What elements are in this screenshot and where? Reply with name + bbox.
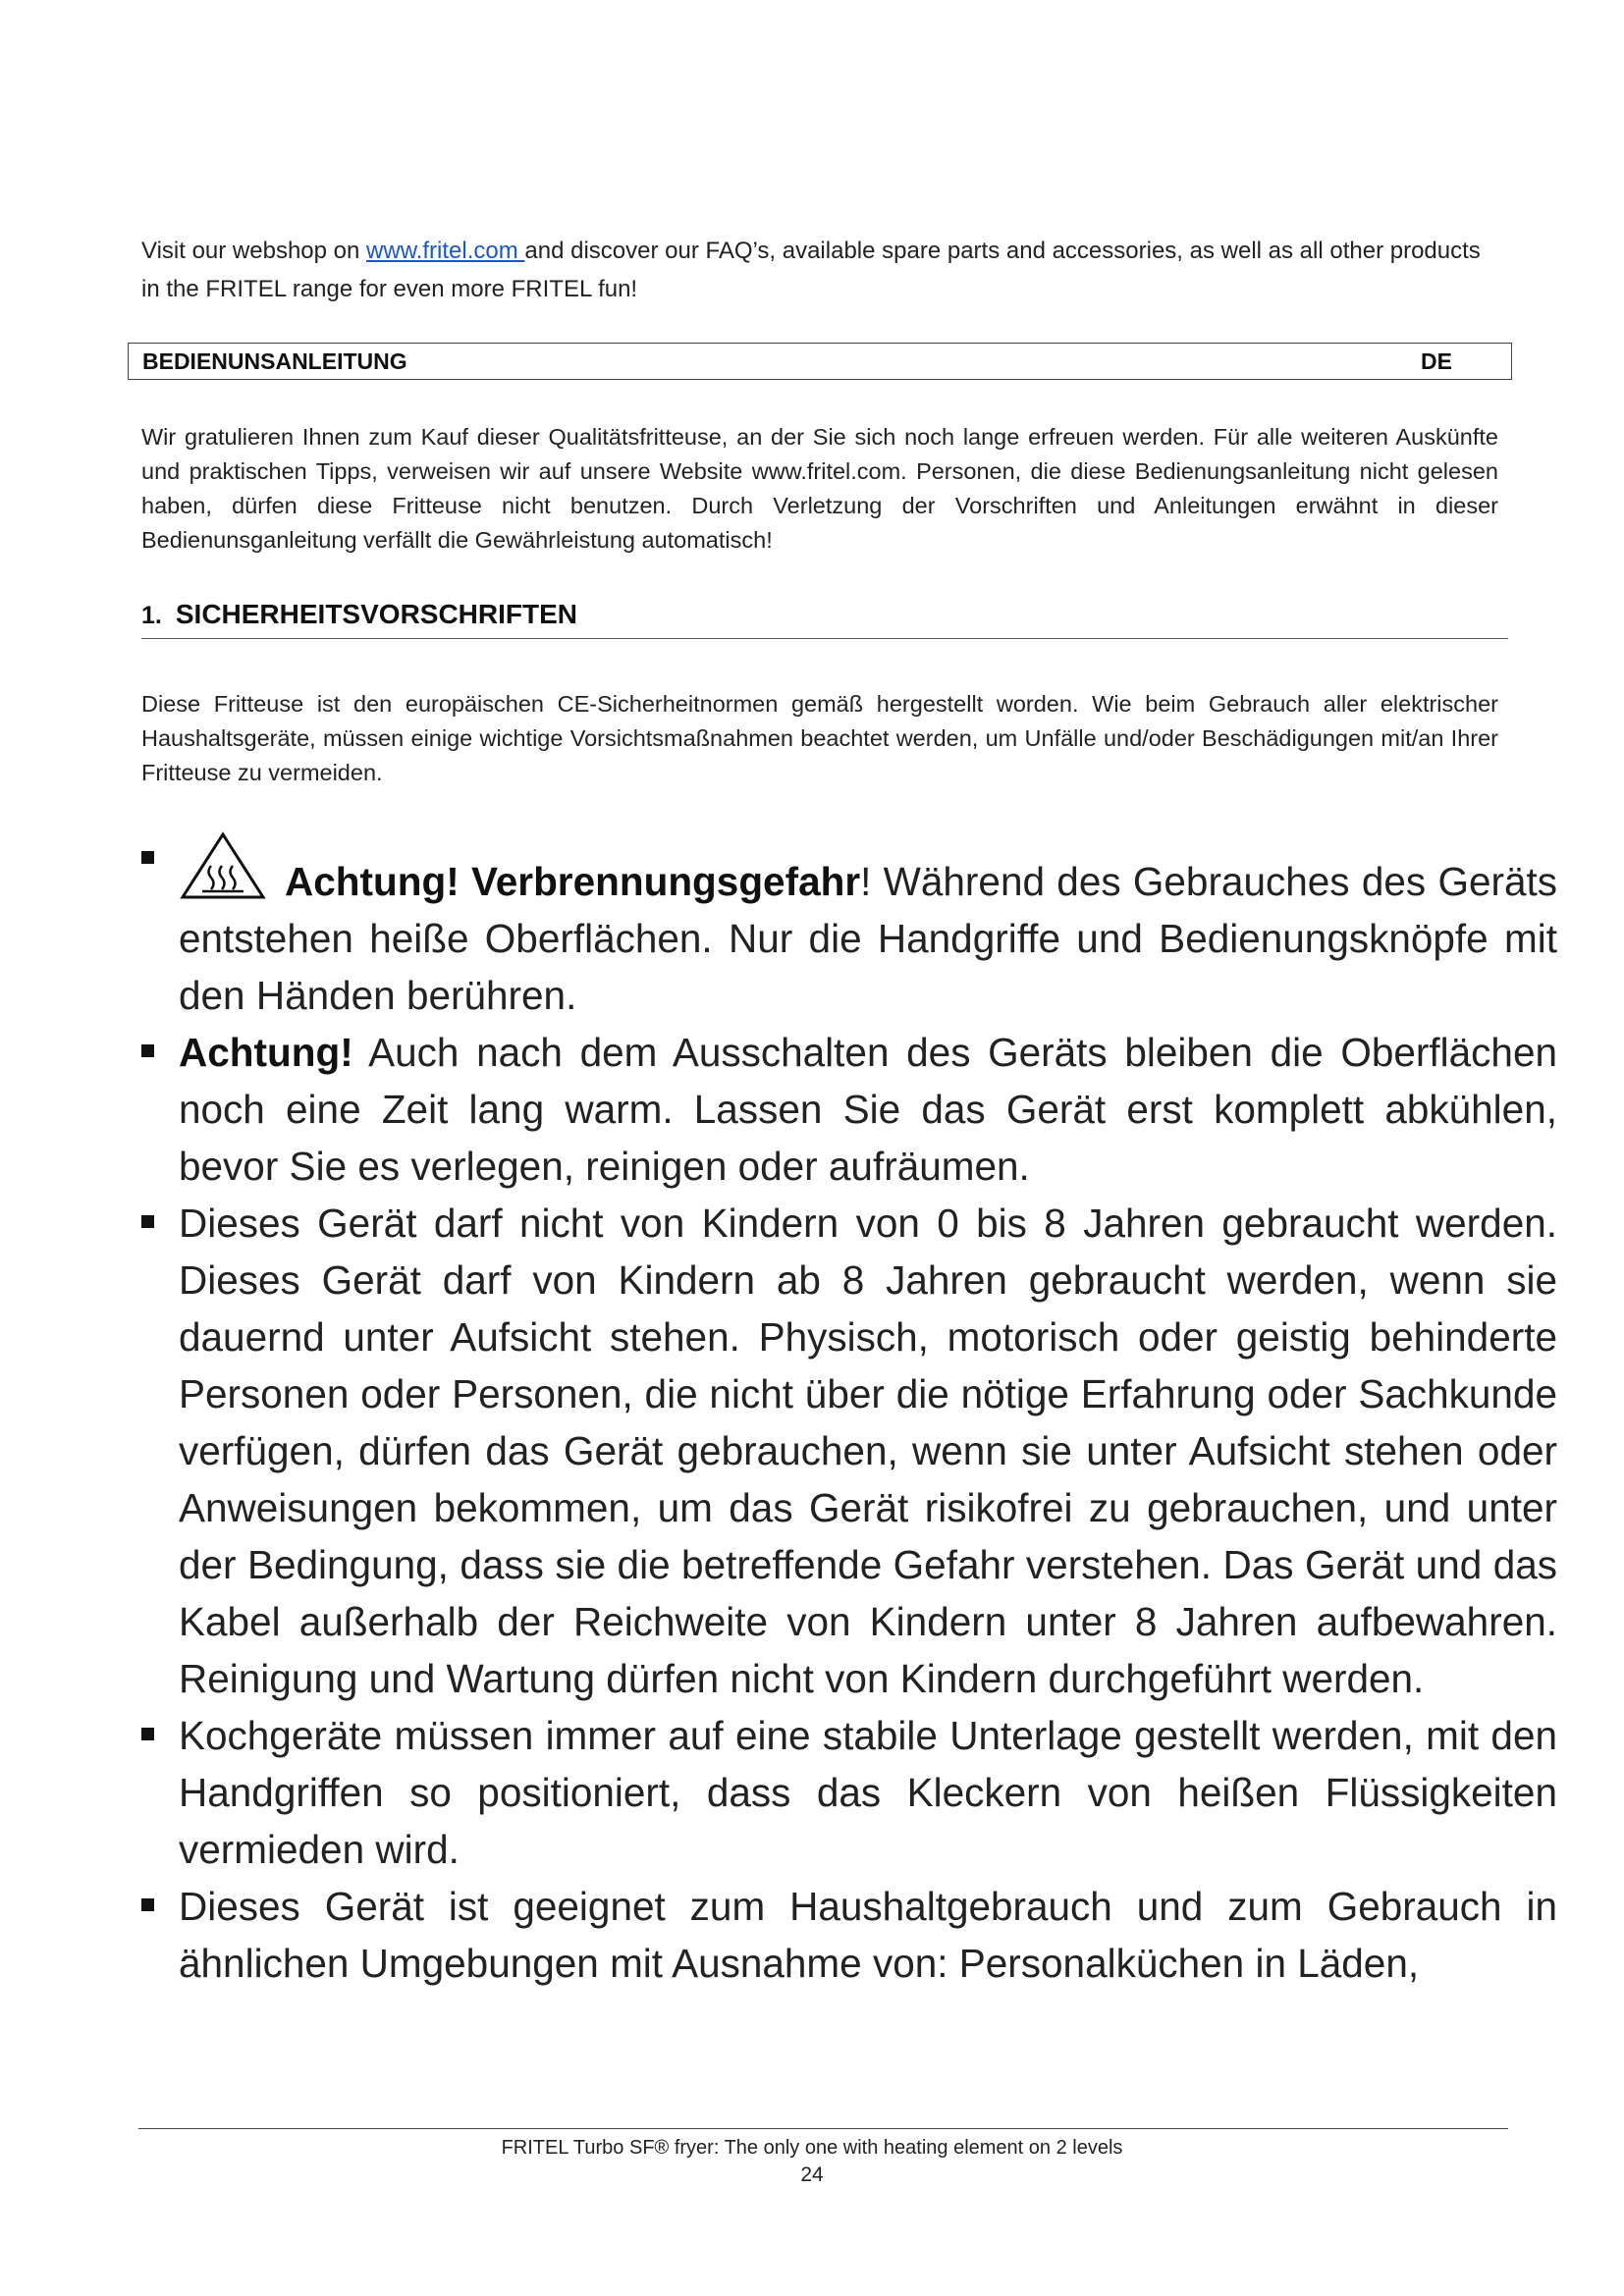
safety-intro-paragraph: Diese Fritteuse ist den europäischen CE-Sicherheitnormen gemäß hergestellt worden. Wie beim Gebrauch aller elektrischer Haushaltsgeräte, müssen einige wichtige Vorsichtsmaßnahmen beachtet werden, um Unfälle und/oder Beschädigungen mit/an Ihrer Fritteuse zu vermeiden. — [141, 691, 1498, 785]
section-title: SICHERHEITSVORSCHRIFTEN — [175, 599, 578, 629]
intro-text-before: Visit our webshop on — [141, 238, 367, 264]
footer-divider — [138, 2128, 1508, 2129]
section-heading — [141, 599, 1508, 639]
section-number: 1. — [141, 602, 162, 629]
bullet-bold-lead: Achtung! — [179, 1030, 353, 1075]
page-number: 24 — [800, 2163, 824, 2186]
bullet-text: Kochgeräte müssen immer auf eine stabile Unterlage gestellt werden, mit den Handgriffen so positioniert, dass das Kleckern von heißen Flüssigkeiten vermieden wird. — [179, 1713, 1557, 1872]
congratulation-paragraph: Wir gratulieren Ihnen zum Kauf dieser Qualitätsfritteuse, an der Sie sich noch lange erfreuen werden. Für alle weiteren Auskünfte und praktischen Tipps, verweisen wir auf unsere Website www.fritel.com. Personen, die diese Bedienungsanleitung nicht gelesen haben, dürfen diese Fritteuse nicht benutzen. Durch Verletzung der Vorschriften und Anleitungen erwähnt in dieser Bedienunsganleitung verfällt die Gewährleistung automatisch! — [141, 424, 1498, 553]
bullet-bold-lead: Achtung! Verbrennungsgefahr — [285, 859, 861, 904]
intro-text-after: and discover our FAQ’s, available spare parts and accessories, as well as all other products in the FRITEL range for even more FRITEL fun! — [141, 238, 1481, 302]
bullet-text: ! Während des Gebrauches des Geräts entstehen heiße Oberflächen. Nur die Handgriffe und Bedienungsknöpfe mit den Händen berühren. — [179, 859, 1557, 1018]
language-code: DE — [1421, 348, 1452, 374]
bullet-marker — [141, 1898, 154, 1911]
bullet-text: Dieses Gerät ist geeignet zum Haushaltgebrauch und zum Gebrauch in ähnlichen Umgebungen mit Ausnahme von: Personalküchen in Läden, — [179, 1884, 1557, 1986]
webshop-link[interactable]: www.fritel.com — [366, 238, 525, 264]
list-item — [141, 1024, 1557, 1195]
bullet-text: Auch nach dem Ausschalten des Geräts bleiben die Oberflächen noch eine Zeit lang warm. Lassen Sie das Gerät erst komplett abkühlen, bevor Sie es verlegen, reinigen oder aufräumen. — [179, 1030, 1557, 1189]
bullet-marker — [141, 1044, 154, 1057]
list-item — [141, 1878, 1557, 1992]
language-header-bar — [128, 343, 1512, 380]
webshop-intro — [141, 232, 1496, 308]
safety-bullet-list — [141, 830, 1557, 1992]
bullet-marker — [141, 1215, 154, 1228]
list-item — [141, 830, 1557, 1024]
footer-text: FRITEL Turbo SF® fryer: The only one with heating element on 2 levels — [501, 2137, 1123, 2159]
manual-title: BEDIENUNSANLEITUNG — [142, 348, 407, 374]
hot-surface-warning-icon — [179, 830, 267, 901]
bullet-marker — [141, 851, 154, 864]
list-item — [141, 1707, 1557, 1878]
bullet-text: Dieses Gerät darf nicht von Kindern von 0 bis 8 Jahren gebraucht werden. Dieses Gerät darf von Kindern ab 8 Jahren gebraucht werden, wenn sie dauernd unter Aufsicht stehen. Physisch, motorisch oder geistig behinderte Personen oder Personen, die nicht über die nötige Erfahrung oder Sachkunde verfügen, dürfen das Gerät gebrauchen, wenn sie unter Aufsicht stehen oder Anweisungen bekommen, um das Gerät risikofrei zu gebrauchen, und unter der Bedingung, dass sie die betreffende Gefahr verstehen. Das Gerät und das Kabel außerhalb der Reichweite von Kindern unter 8 Jahren aufbewahren. Reinigung und Wartung dürfen nicht von Kindern durchgeführt werden. — [179, 1201, 1557, 1701]
list-item — [141, 1195, 1557, 1707]
bullet-marker — [141, 1728, 154, 1740]
